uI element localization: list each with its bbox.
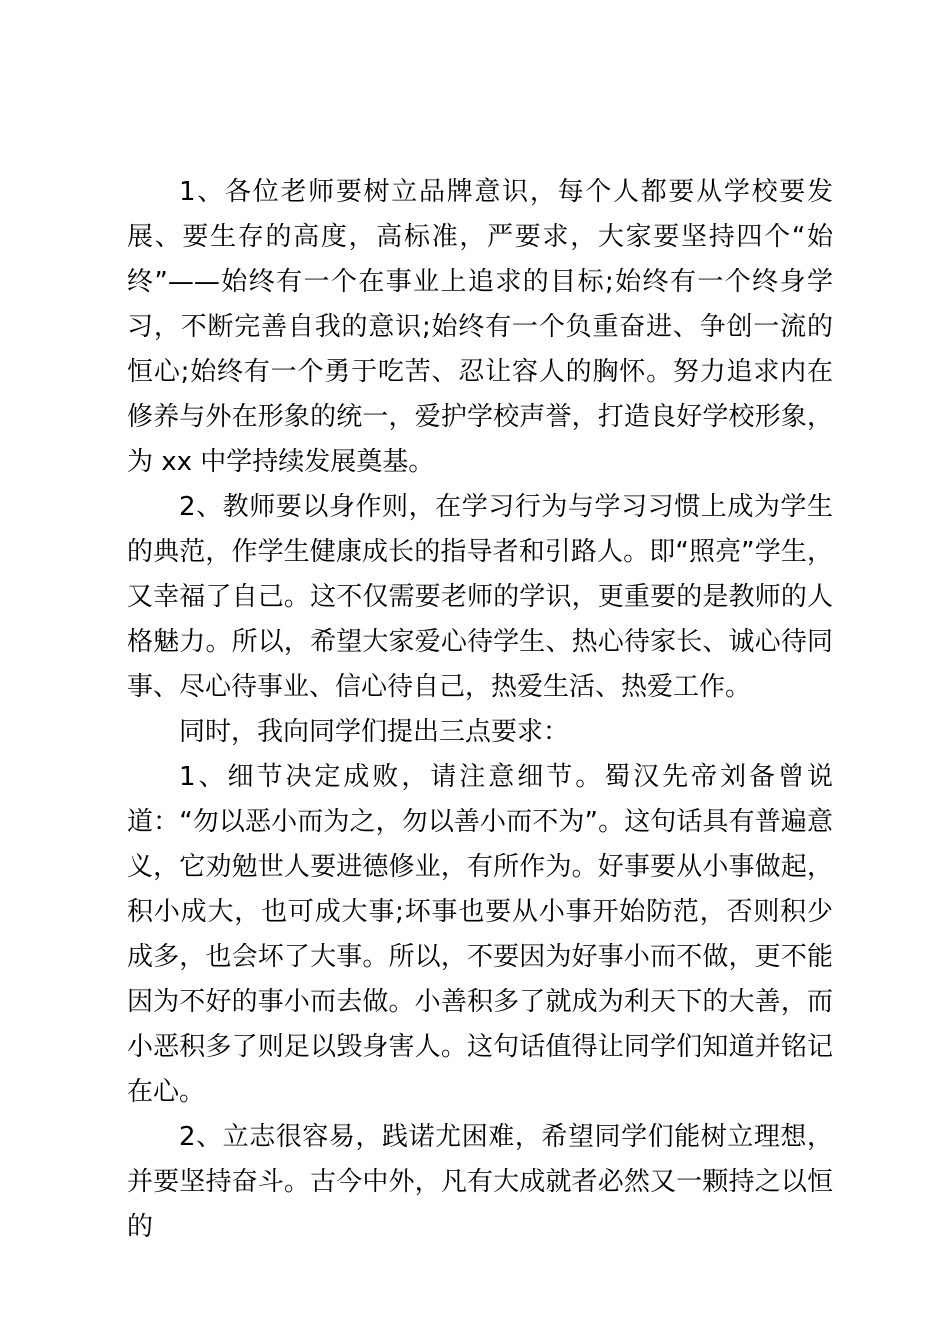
paragraph-set-ambitions: 2、立志很容易，践诺尤困难，希望同学们能树立理想，并要坚持奋斗。古今中外，凡有大成就者必然又一颗持之以恒的: [127, 1122, 833, 1242]
paragraph-student-requirements-intro: 同时，我向同学们提出三点要求：: [179, 717, 570, 747]
paragraph-teachers-role-model: 2、教师要以身作则，在学习行为与学习习惯上成为学生的典范，作学生健康成长的指导者和引路人。即“照亮”学生，又幸福了自己。这不仅需要老师的学识，更重要的是教师的人格魅力。所以，希望大家爱心待学生、热心待家长、诚心待同事、尽心待事业、信心待自己，热爱生活、热爱工作。: [127, 492, 833, 702]
paragraph-details-decide-success: 1、细节决定成败，请注意细节。蜀汉先帝刘备曾说道：“勿以恶小而为之，勿以善小而不为”。这句话具有普遍意义，它劝勉世人要进德修业，有所作为。好事要从小事做起，积小成大，也可成大事;坏事也要从小事开始防范，否则积少成多，也会坏了大事。所以，不要因为好事小而不做，更不能因为不好的事小而去做。小善积多了就成为利天下的大善，而小恶积多了则足以毁身害人。这句话值得让同学们知道并铭记在心。: [127, 762, 833, 1107]
paragraph-teachers-brand-awareness: 1、各位老师要树立品牌意识，每个人都要从学校要发展、要生存的高度，高标准，严要求，大家要坚持四个“始终”——始终有一个在事业上追求的目标;始终有一个终身学习，不断完善自我的意识;始终有一个负重奋进、争创一流的恒心;始终有一个勇于吃苦、忍让容人的胸怀。努力追求内在修养与外在形象的统一，爱护学校声誉，打造良好学校形象，为 xx 中学持续发展奠基。: [127, 177, 833, 477]
document-body: [127, 170, 833, 1250]
